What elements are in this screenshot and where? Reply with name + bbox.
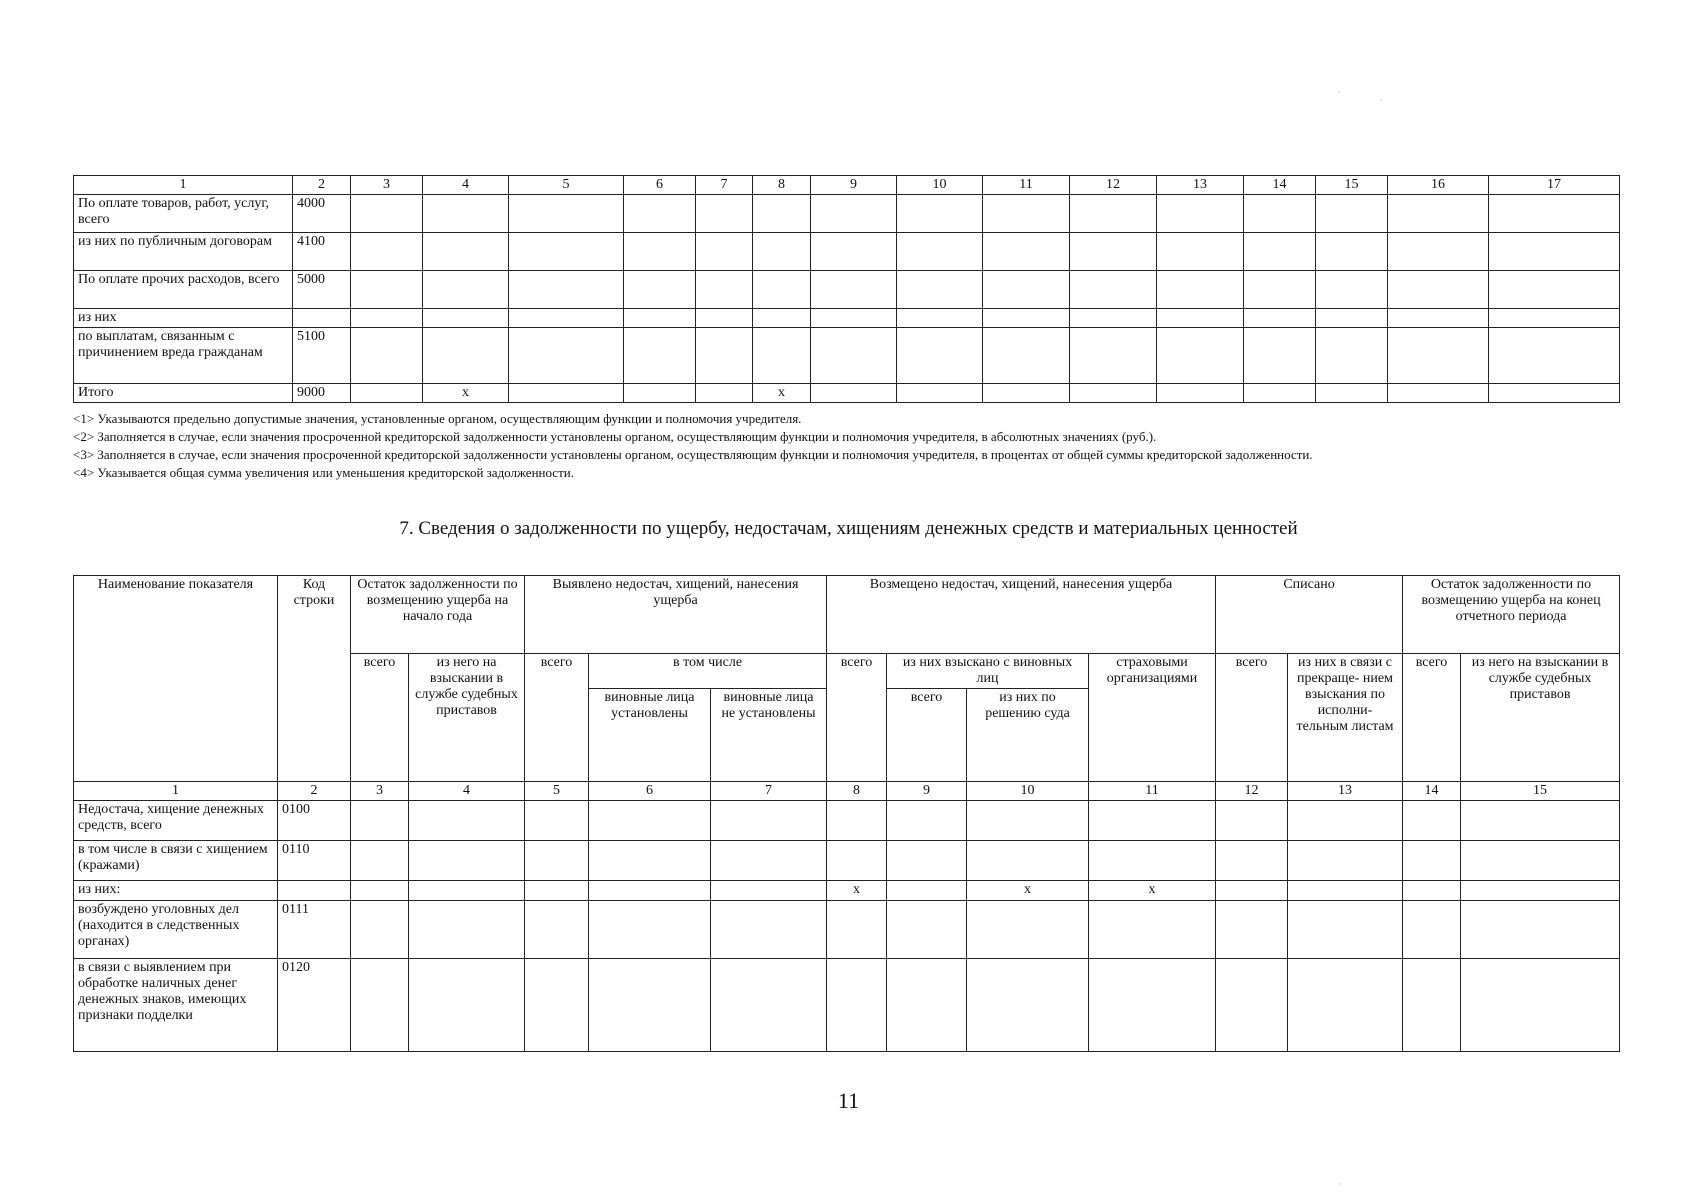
data-cell: [696, 328, 753, 384]
data-cell: [1244, 384, 1316, 403]
data-cell: [696, 384, 753, 403]
data-cell: [1157, 195, 1244, 233]
header-total: всего: [1216, 654, 1288, 782]
data-cell: [525, 801, 589, 841]
data-cell: [423, 328, 509, 384]
data-cell: [351, 195, 423, 233]
data-cell: [525, 901, 589, 959]
row-code: 4100: [293, 233, 351, 271]
data-cell: [887, 801, 967, 841]
col-number: 13: [1288, 782, 1403, 801]
data-cell: [624, 271, 696, 309]
data-cell: [1157, 233, 1244, 271]
row-name: в том числе в связи с хищением (кражами): [74, 841, 278, 881]
data-cell: [1089, 901, 1216, 959]
data-cell: [1316, 309, 1388, 328]
data-cell: [887, 959, 967, 1052]
data-cell: [1157, 384, 1244, 403]
col-number: 2: [293, 176, 351, 195]
col-number: 5: [509, 176, 624, 195]
data-cell: [897, 195, 983, 233]
data-cell: [753, 309, 811, 328]
data-cell: [983, 384, 1070, 403]
data-cell: [423, 309, 509, 328]
data-cell: [525, 959, 589, 1052]
data-cell: [1089, 959, 1216, 1052]
row-name: из них: [74, 309, 293, 328]
data-cell: [1216, 881, 1288, 901]
data-cell: [509, 328, 624, 384]
data-cell: [696, 271, 753, 309]
scan-speck: ·: [1338, 88, 1341, 97]
data-cell: [1489, 328, 1620, 384]
data-cell: [351, 328, 423, 384]
data-cell: [1288, 959, 1403, 1052]
data-cell: [696, 233, 753, 271]
data-cell: [1388, 233, 1489, 271]
data-cell: [1489, 233, 1620, 271]
col-number: 9: [887, 782, 967, 801]
data-cell: x: [753, 384, 811, 403]
data-cell: [1388, 271, 1489, 309]
data-cell: [897, 328, 983, 384]
col-number: 1: [74, 782, 278, 801]
col-number: 17: [1489, 176, 1620, 195]
damage-debt-table: [73, 575, 1620, 1052]
data-cell: [624, 384, 696, 403]
header-total: всего: [351, 654, 409, 782]
header-start-balance: Остаток задолженности по возмещению ущерба на начало года: [351, 576, 525, 654]
row-name: из них:: [74, 881, 278, 901]
data-cell: [509, 384, 624, 403]
footnote: <4> Указывается общая сумма увеличения или уменьшения кредиторской задолженности.: [73, 465, 574, 480]
column-number-row: [74, 782, 1620, 801]
col-number: 15: [1316, 176, 1388, 195]
data-cell: [423, 233, 509, 271]
data-cell: [1316, 328, 1388, 384]
col-number: 4: [409, 782, 525, 801]
header-recovered-guilty: из них взыскано с виновных лиц: [887, 654, 1089, 689]
data-cell: [1403, 881, 1461, 901]
header-revealed: Выявлено недостач, хищений, нанесения ущерба: [525, 576, 827, 654]
data-cell: [1316, 384, 1388, 403]
footnote: <1> Указываются предельно допустимые значения, установленные органом, осуществляющим функции и полномочия учредителя.: [73, 411, 802, 426]
col-number: 5: [525, 782, 589, 801]
data-cell: [351, 309, 423, 328]
header-bailiffs: из него на взыскании в службе судебных приставов: [409, 654, 525, 782]
data-cell: [1216, 959, 1288, 1052]
footnote: <2> Заполняется в случае, если значения просроченной кредиторской задолженности установлены органом, осуществляющим функции и полномочия учредителя, в абсолютных значениях (руб.).: [73, 429, 1157, 444]
col-number: 14: [1403, 782, 1461, 801]
data-cell: [351, 271, 423, 309]
data-cell: [1388, 384, 1489, 403]
header-code: Код строки: [278, 576, 351, 782]
data-cell: [696, 195, 753, 233]
col-number: 1: [74, 176, 293, 195]
data-cell: [589, 841, 711, 881]
footnote: <3> Заполняется в случае, если значения просроченной кредиторской задолженности установлены органом, осуществляющим функции и полномочия учредителя, в процентах от общей суммы кредиторской задолженности.: [73, 447, 1313, 462]
data-cell: [351, 901, 409, 959]
page-number: 11: [837, 1088, 860, 1113]
data-cell: [1489, 384, 1620, 403]
row-name: По оплате товаров, работ, услуг, всего: [74, 195, 293, 233]
data-cell: [1089, 801, 1216, 841]
data-cell: [983, 328, 1070, 384]
data-cell: [811, 195, 897, 233]
data-cell: [509, 233, 624, 271]
data-cell: [409, 959, 525, 1052]
data-cell: [1288, 841, 1403, 881]
col-number: 6: [624, 176, 696, 195]
data-cell: [887, 901, 967, 959]
data-cell: [1070, 233, 1157, 271]
data-cell: [351, 801, 409, 841]
header-end-balance: Остаток задолженности по возмещению ущерба на конец отчетного периода: [1403, 576, 1620, 654]
data-cell: [811, 309, 897, 328]
data-cell: [811, 271, 897, 309]
data-cell: [409, 881, 525, 901]
data-cell: [1070, 328, 1157, 384]
data-cell: [1461, 801, 1620, 841]
data-cell: [983, 309, 1070, 328]
row-code: 9000: [293, 384, 351, 403]
row-name: из них по публичным договорам: [74, 233, 293, 271]
data-cell: [1403, 959, 1461, 1052]
data-cell: [711, 841, 827, 881]
data-cell: [811, 233, 897, 271]
header-including: в том числе: [589, 654, 827, 689]
row-code: 0120: [278, 959, 351, 1052]
data-cell: [1489, 271, 1620, 309]
data-cell: [897, 233, 983, 271]
data-cell: [753, 233, 811, 271]
data-cell: [1288, 801, 1403, 841]
col-number: 7: [711, 782, 827, 801]
data-cell: x: [423, 384, 509, 403]
data-cell: [1403, 841, 1461, 881]
header-insurers: страховыми организациями: [1089, 654, 1216, 782]
data-cell: [827, 901, 887, 959]
data-cell: [753, 328, 811, 384]
data-cell: [1388, 195, 1489, 233]
table-row: [74, 328, 1620, 384]
data-cell: [1461, 841, 1620, 881]
col-number: 15: [1461, 782, 1620, 801]
data-cell: [1244, 309, 1316, 328]
table-row: [74, 271, 1620, 309]
header-total: всего: [887, 689, 967, 782]
data-cell: x: [967, 881, 1089, 901]
data-cell: [351, 841, 409, 881]
data-cell: [711, 881, 827, 901]
data-cell: [1244, 328, 1316, 384]
col-number: 10: [967, 782, 1089, 801]
row-code: 0110: [278, 841, 351, 881]
header-termination: из них в связи с прекраще- нием взыскания по исполни- тельным листам: [1288, 654, 1403, 782]
data-cell: [624, 309, 696, 328]
col-number: 11: [1089, 782, 1216, 801]
data-cell: [351, 233, 423, 271]
data-cell: [589, 901, 711, 959]
data-cell: [1244, 271, 1316, 309]
table-row: [74, 195, 1620, 233]
data-cell: [423, 271, 509, 309]
table-row: [74, 881, 1620, 901]
data-cell: [711, 801, 827, 841]
data-cell: [811, 328, 897, 384]
data-cell: [897, 384, 983, 403]
col-number: 6: [589, 782, 711, 801]
data-cell: [1461, 959, 1620, 1052]
data-cell: [1216, 801, 1288, 841]
header-total: всего: [1403, 654, 1461, 782]
data-cell: [1316, 271, 1388, 309]
data-cell: [967, 901, 1089, 959]
data-cell: [1157, 328, 1244, 384]
footnotes: [73, 410, 1633, 482]
data-cell: [1288, 881, 1403, 901]
table-row: [74, 233, 1620, 271]
data-cell: [1244, 233, 1316, 271]
header-total: всего: [827, 654, 887, 782]
data-cell: [967, 841, 1089, 881]
data-cell: [887, 841, 967, 881]
section-title: 7. Сведения о задолженности по ущербу, недостачам, хищениям денежных средств и материальных ценностей: [399, 518, 1298, 539]
data-cell: [711, 959, 827, 1052]
col-number: 8: [753, 176, 811, 195]
col-number: 9: [811, 176, 897, 195]
data-cell: [525, 881, 589, 901]
data-cell: [1070, 195, 1157, 233]
row-code: [293, 309, 351, 328]
data-cell: [897, 271, 983, 309]
data-cell: [1316, 233, 1388, 271]
header-bailiffs-end: из него на взыскании в службе судебных приставов: [1461, 654, 1620, 782]
data-cell: x: [827, 881, 887, 901]
table-row: [74, 309, 1620, 328]
data-cell: [589, 801, 711, 841]
data-cell: [827, 801, 887, 841]
row-name: Итого: [74, 384, 293, 403]
data-cell: [423, 195, 509, 233]
header-row-1: [74, 576, 1620, 654]
data-cell: x: [1089, 881, 1216, 901]
data-cell: [1288, 901, 1403, 959]
data-cell: [1316, 195, 1388, 233]
data-cell: [811, 384, 897, 403]
col-number: 10: [897, 176, 983, 195]
data-cell: [1489, 309, 1620, 328]
data-cell: [1388, 309, 1489, 328]
data-cell: [624, 233, 696, 271]
row-name: По оплате прочих расходов, всего: [74, 271, 293, 309]
header-total: всего: [525, 654, 589, 782]
data-cell: [1070, 384, 1157, 403]
data-cell: [1403, 801, 1461, 841]
col-number: 2: [278, 782, 351, 801]
data-cell: [1070, 271, 1157, 309]
col-number: 4: [423, 176, 509, 195]
row-name: возбуждено уголовных дел (находится в следственных органах): [74, 901, 278, 959]
data-cell: [1070, 309, 1157, 328]
data-cell: [696, 309, 753, 328]
column-number-row: [74, 176, 1620, 195]
table-row: [74, 901, 1620, 959]
data-cell: [711, 901, 827, 959]
data-cell: [1157, 309, 1244, 328]
data-cell: [409, 901, 525, 959]
data-cell: [409, 841, 525, 881]
data-cell: [624, 195, 696, 233]
col-number: 12: [1216, 782, 1288, 801]
row-code: 5000: [293, 271, 351, 309]
data-cell: [351, 881, 409, 901]
scan-speck: ·: [1380, 96, 1383, 105]
data-cell: [897, 309, 983, 328]
col-number: 8: [827, 782, 887, 801]
col-number: 14: [1244, 176, 1316, 195]
table-row: [74, 959, 1620, 1052]
data-cell: [1388, 328, 1489, 384]
data-cell: [753, 195, 811, 233]
col-number: 11: [983, 176, 1070, 195]
row-code: 4000: [293, 195, 351, 233]
data-cell: [887, 881, 967, 901]
data-cell: [1216, 841, 1288, 881]
data-cell: [1244, 195, 1316, 233]
header-court-decision: из них по решению суда: [967, 689, 1089, 782]
data-cell: [1216, 901, 1288, 959]
table-row-total: [74, 384, 1620, 403]
data-cell: [1461, 901, 1620, 959]
row-code: 0100: [278, 801, 351, 841]
row-code: 0111: [278, 901, 351, 959]
data-cell: [509, 271, 624, 309]
receivables-table: [73, 175, 1620, 403]
data-cell: [409, 801, 525, 841]
data-cell: [589, 959, 711, 1052]
header-guilty-established: виновные лица установлены: [589, 689, 711, 782]
col-number: 13: [1157, 176, 1244, 195]
data-cell: [983, 271, 1070, 309]
data-cell: [983, 233, 1070, 271]
data-cell: [983, 195, 1070, 233]
data-cell: [525, 841, 589, 881]
data-cell: [1461, 881, 1620, 901]
header-guilty-not-established: виновные лица не установлены: [711, 689, 827, 782]
data-cell: [827, 841, 887, 881]
table-row: [74, 801, 1620, 841]
data-cell: [967, 959, 1089, 1052]
col-number: 3: [351, 782, 409, 801]
data-cell: [589, 881, 711, 901]
col-number: 7: [696, 176, 753, 195]
data-cell: [827, 959, 887, 1052]
row-code: [278, 881, 351, 901]
data-cell: [351, 959, 409, 1052]
col-number: 3: [351, 176, 423, 195]
col-number: 12: [1070, 176, 1157, 195]
data-cell: [351, 384, 423, 403]
table-row: [74, 841, 1620, 881]
data-cell: [1089, 841, 1216, 881]
data-cell: [509, 195, 624, 233]
data-cell: [1403, 901, 1461, 959]
data-cell: [753, 271, 811, 309]
col-number: 16: [1388, 176, 1489, 195]
data-cell: [967, 801, 1089, 841]
header-compensated: Возмещено недостач, хищений, нанесения ущерба: [827, 576, 1216, 654]
row-name: в связи с выявлением при обработке наличных денег денежных знаков, имеющих признаки подделки: [74, 959, 278, 1052]
scan-speck: ·: [1338, 1180, 1341, 1189]
data-cell: [1489, 195, 1620, 233]
row-name: по выплатам, связанным с причинением вреда гражданам: [74, 328, 293, 384]
row-code: 5100: [293, 328, 351, 384]
row-name: Недостача, хищение денежных средств, всего: [74, 801, 278, 841]
data-cell: [1157, 271, 1244, 309]
data-cell: [509, 309, 624, 328]
data-cell: [624, 328, 696, 384]
header-written-off: Списано: [1216, 576, 1403, 654]
header-name: Наименование показателя: [74, 576, 278, 782]
